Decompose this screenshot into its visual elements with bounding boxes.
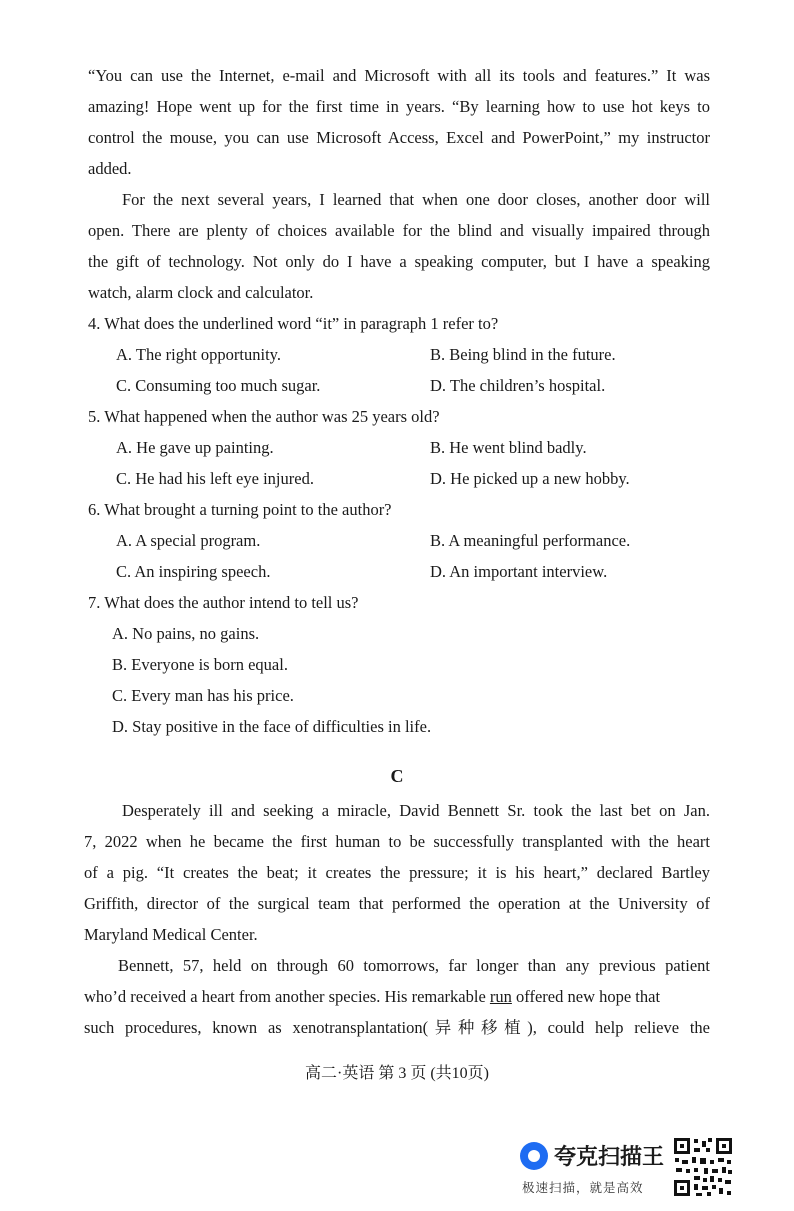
section-heading: C xyxy=(390,766,404,786)
passage-line: control the mouse, you can use Microsoft Access, Excel and PowerPoint,” my instructor xyxy=(88,128,710,147)
passage-line: of a pig. “It creates the beat; it creates the pressure; it is his heart,” declared Bartley xyxy=(84,863,710,882)
passage-line: Desperately ill and seeking a miracle, David Bennett Sr. took the last bet on Jan. xyxy=(122,801,710,820)
question-stem: 4. What does the underlined word “it” in paragraph 1 refer to? xyxy=(88,314,499,333)
option-a: A. He gave up painting. xyxy=(116,438,274,457)
passage-line: Griffith, director of the surgical team that performed the operation at the University of xyxy=(84,894,710,913)
option-a: A. A special program. xyxy=(116,531,261,550)
option-c: C. He had his left eye injured. xyxy=(116,469,314,488)
option-d: D. He picked up a new hobby. xyxy=(430,469,630,488)
option-b: B. A meaningful performance. xyxy=(430,531,631,550)
passage-line: watch, alarm clock and calculator. xyxy=(88,283,314,302)
option-d: D. Stay positive in the face of difficulties in life. xyxy=(112,717,432,736)
option-c: C. Every man has his price. xyxy=(112,686,294,705)
question-stem: 7. What does the author intend to tell us? xyxy=(88,593,359,612)
option-c: C. An inspiring speech. xyxy=(116,562,271,581)
scanner-logo-icon xyxy=(520,1142,548,1170)
option-b: B. Being blind in the future. xyxy=(430,345,616,364)
question-stem: 5. What happened when the author was 25 years old? xyxy=(88,407,440,426)
passage-line: such procedures, known as xenotransplantation(异种移植), could help relieve the xyxy=(84,1018,710,1037)
page-footer: 高二·英语 第 3 页 (共10页) xyxy=(305,1065,489,1082)
option-b: B. He went blind badly. xyxy=(430,438,587,457)
option-c: C. Consuming too much sugar. xyxy=(116,376,321,395)
passage-text: offered new hope that xyxy=(511,987,661,1006)
passage-text: who’d received a heart from another species. His remarkable xyxy=(84,987,486,1006)
option-a: A. The right opportunity. xyxy=(116,345,281,364)
passage-line: amazing! Hope went up for the first time in years. “By learning how to use hot keys to xyxy=(88,97,710,116)
option-a: A. No pains, no gains. xyxy=(112,624,260,643)
passage-line: 7, 2022 when he became the first human to be successfully transplanted with the heart xyxy=(84,832,710,851)
passage-line: “You can use the Internet, e-mail and Microsoft with all its tools and features.” It was xyxy=(88,66,710,85)
passage-line: the gift of technology. Not only do I have a speaking computer, but I have a speaking xyxy=(88,252,710,271)
passage-line: Bennett, 57, held on through 60 tomorrows, far longer than any previous patient xyxy=(118,956,710,975)
underlined-word-run: run xyxy=(489,987,512,1006)
passage-line: For the next several years, I learned that when one door closes, another door will xyxy=(122,190,710,209)
passage-line: Maryland Medical Center. xyxy=(84,925,258,944)
passage-line-with-underline xyxy=(84,987,710,1007)
passage-line: open. There are plenty of choices available for the blind and visually impaired through xyxy=(88,221,710,240)
option-b: B. Everyone is born equal. xyxy=(112,655,288,674)
scanner-tagline: 极速扫描，就是高效 xyxy=(522,1180,644,1195)
question-stem: 6. What brought a turning point to the author? xyxy=(88,500,392,519)
qr-code-icon xyxy=(672,1136,734,1198)
option-d: D. The children’s hospital. xyxy=(430,376,606,395)
scanner-brand-name: 夸克扫描王 xyxy=(554,1145,665,1170)
passage-line: added. xyxy=(88,159,132,178)
scanner-watermark xyxy=(520,1136,670,1200)
option-d: D. An important interview. xyxy=(430,562,608,581)
